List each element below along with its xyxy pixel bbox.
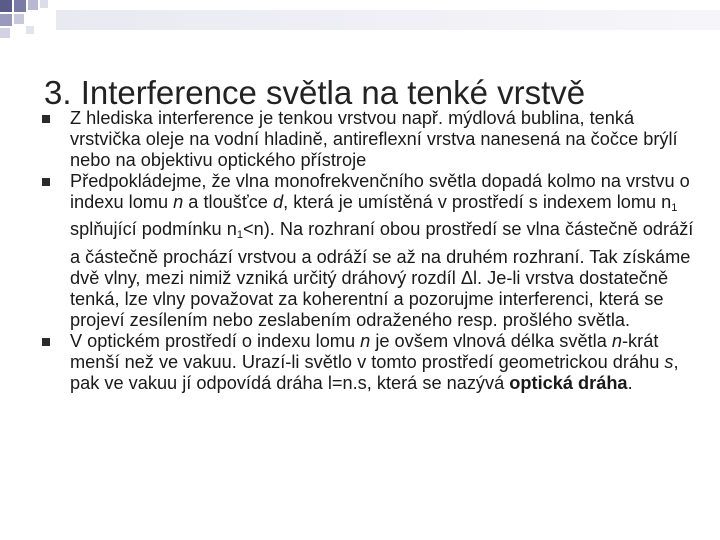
decorative-header-pattern — [0, 0, 720, 40]
square-bullet-icon — [42, 338, 50, 346]
list-item — [40, 108, 700, 171]
bullet-list — [40, 108, 700, 394]
list-item — [40, 331, 700, 394]
page-title: 3. Interference světla na tenké vrstvě — [44, 74, 586, 112]
list-item-text: Předpokládejme, že vlna monofrekvenčního světla dopadá kolmo na vrstvu o indexu lomu n a tloušťce d, která je umístěná v prostředí s indexem lomu $n_1$ splňující podmínku $n_1<n$). Na rozhraní obou prostředí se vlna částečně odráží a částečně prochází vrstvou a odráží se až na druhém rozhraní. Tak získáme dvě vlny, mezi nimiž vzniká určitý dráhový rozdíl Δl. Je-li vrstva dostatečně tenká, lze vlny považovat za koherentní a pozorujme interferenci, která se projeví zesílením nebo zeslabením odraženého resp. prošlého světla. — [70, 171, 694, 330]
square-bullet-icon — [42, 178, 50, 186]
list-item — [40, 171, 700, 331]
list-item-text: Z hlediska interference je tenkou vrstvou např. mýdlová bublina, tenká vrstvička oleje na vodní hladině, antireflexní vrstva nanesená na čočce brýlí nebo na objektivu optického přístroje — [70, 108, 678, 171]
square-bullet-icon — [42, 115, 50, 123]
list-item-text: V optickém prostředí o indexu lomu n je ovšem vlnová délka světla n-krát menší než ve vakuu. Urazí-li světlo v tomto prostředí geometrickou dráhu s, pak ve vakuu jí odpovídá dráha l=n.s, která se nazývá optická dráha. — [70, 330, 679, 394]
